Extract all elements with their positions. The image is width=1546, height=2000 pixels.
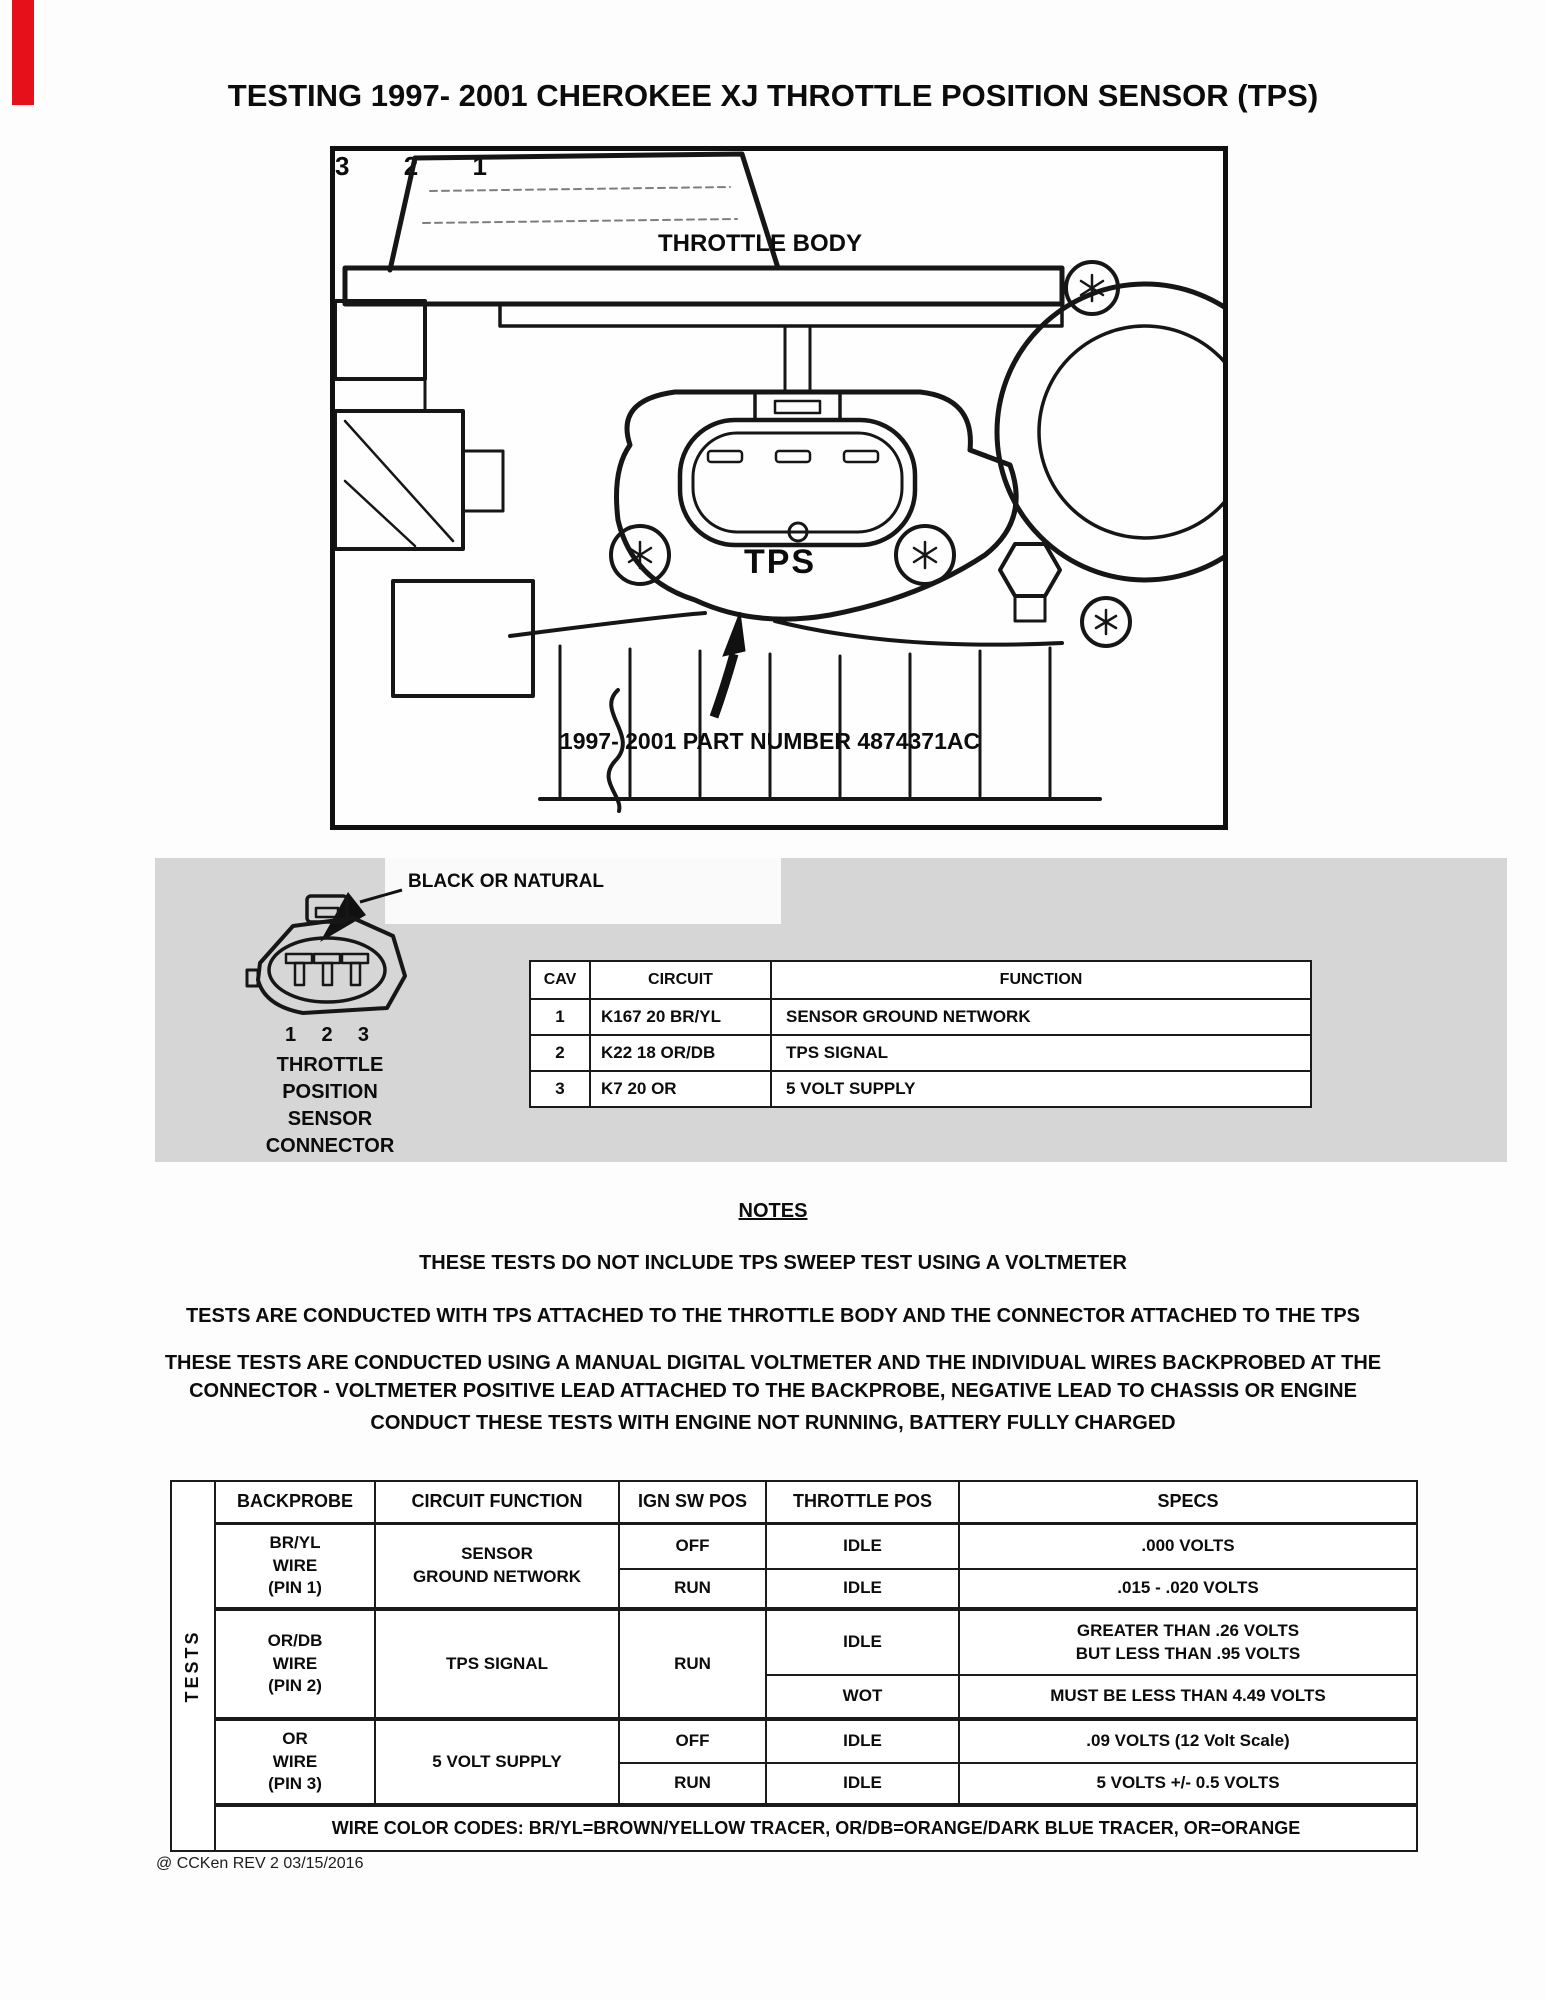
tps-label: TPS: [743, 543, 817, 581]
backprobe-line: OR: [282, 1729, 308, 1749]
connector-caption-line: CONNECTOR: [265, 1135, 395, 1157]
function-value: 5 VOLT SUPPLY: [771, 1071, 1311, 1107]
backprobe-cell: [215, 1609, 375, 1719]
circuit-line: SENSOR: [461, 1544, 533, 1564]
function-value: TPS SIGNAL: [771, 1035, 1311, 1071]
backprobe-line: OR/DB: [267, 1631, 323, 1651]
throttle-cell: IDLE: [766, 1763, 959, 1805]
cav-table-row: [530, 1035, 1311, 1071]
specs-cell: 5 VOLTS +/- 0.5 VOLTS: [959, 1763, 1417, 1805]
tps-pin-3-label: 3: [335, 151, 350, 181]
connector-caption-line: POSITION: [282, 1081, 378, 1103]
tests-side-label: TESTS: [182, 1629, 203, 1703]
ign-cell: RUN: [619, 1569, 766, 1609]
ign-cell: OFF: [619, 1523, 766, 1569]
backprobe-line: WIRE: [272, 1555, 318, 1575]
backprobe-line: WIRE: [272, 1653, 318, 1673]
backprobe-line: BR/YL: [269, 1533, 321, 1553]
cav-header: CAV: [530, 961, 590, 999]
connector-pin-2-label: 2: [321, 1024, 333, 1046]
throttle-cell: IDLE: [766, 1719, 959, 1763]
throttle-body-label: THROTTLE BODY: [658, 230, 862, 257]
circuit-function-cell: [375, 1523, 619, 1609]
tps-pin-2-label: 2: [403, 151, 419, 181]
specs-cell: .000 VOLTS: [959, 1523, 1417, 1569]
throttle-cell: IDLE: [766, 1569, 959, 1609]
tests-table: [170, 1480, 1418, 1852]
throttle-body-figure: [330, 146, 1228, 830]
backprobe-line: (PIN 2): [268, 1676, 322, 1696]
table-row: [171, 1805, 1417, 1851]
circuit-function-cell: 5 VOLT SUPPLY: [375, 1719, 619, 1805]
circuit-value: K22 18 OR/DB: [590, 1035, 771, 1071]
connector-caption-line: THROTTLE: [276, 1054, 384, 1076]
wire-color-codes: WIRE COLOR CODES: BR/YL=BROWN/YELLOW TRACER, OR/DB=ORANGE/DARK BLUE TRACER, OR=ORANGE: [215, 1805, 1417, 1851]
connector-pin-3-label: 3: [357, 1024, 369, 1046]
connector-section: [155, 858, 1507, 1162]
backprobe-line: WIRE: [272, 1751, 318, 1771]
cav-value: 1: [530, 999, 590, 1035]
circuit-line: GROUND NETWORK: [412, 1566, 582, 1586]
throttle-cell: IDLE: [766, 1523, 959, 1569]
backprobe-line: (PIN 1): [268, 1577, 322, 1597]
table-row: [171, 1719, 1417, 1763]
connector-caption: [230, 1052, 430, 1160]
page-title: TESTING 1997- 2001 CHEROKEE XJ THROTTLE POSITION SENSOR (TPS): [227, 78, 1319, 113]
circuit-value: K167 20 BR/YL: [590, 999, 771, 1035]
note-line: TESTS ARE CONDUCTED WITH TPS ATTACHED TO THE THROTTLE BODY AND THE CONNECTOR ATTACHED TO THE TPS: [185, 1305, 1361, 1327]
specs-cell: [959, 1609, 1417, 1675]
notes-heading: NOTES: [738, 1200, 808, 1222]
note-line: THESE TESTS DO NOT INCLUDE TPS SWEEP TEST USING A VOLTMETER: [419, 1252, 1127, 1274]
header-throttle-pos: THROTTLE POS: [766, 1481, 959, 1523]
cav-value: 2: [530, 1035, 590, 1071]
backprobe-line: (PIN 3): [268, 1774, 322, 1794]
specs-cell: .09 VOLTS (12 Volt Scale): [959, 1719, 1417, 1763]
ign-cell: RUN: [619, 1763, 766, 1805]
note-line: THESE TESTS ARE CONDUCTED USING A MANUAL DIGITAL VOLTMETER AND THE INDIVIDUAL WIRES BACKPROBED AT THE: [164, 1352, 1382, 1374]
circuit-header: CIRCUIT: [590, 961, 771, 999]
cav-table-row: [530, 999, 1311, 1035]
specs-cell: .015 - .020 VOLTS: [959, 1569, 1417, 1609]
part-number-label: 1997- 2001 PART NUMBER 4874371AC: [559, 728, 981, 754]
cav-table-row: [530, 1071, 1311, 1107]
connector-caption-line: SENSOR: [287, 1108, 373, 1130]
note-line: CONDUCT THESE TESTS WITH ENGINE NOT RUNNING, BATTERY FULLY CHARGED: [370, 1412, 1176, 1434]
circuit-value: K7 20 OR: [590, 1071, 771, 1107]
specs-line: GREATER THAN .26 VOLTS: [1076, 1621, 1300, 1641]
connector-pin-1-label: 1: [285, 1024, 297, 1046]
function-value: SENSOR GROUND NETWORK: [771, 999, 1311, 1035]
header-circuit-function: CIRCUIT FUNCTION: [375, 1481, 619, 1523]
cav-table: [529, 960, 1312, 1108]
throttle-cell: IDLE: [766, 1609, 959, 1675]
header-ign-sw-pos: IGN SW POS: [619, 1481, 766, 1523]
cav-value: 3: [530, 1071, 590, 1107]
tps-pin-1-label: 1: [472, 151, 487, 181]
table-row: [171, 1523, 1417, 1569]
tests-side-cell: [171, 1481, 215, 1851]
circuit-function-cell: TPS SIGNAL: [375, 1609, 619, 1719]
part-number-arrow-icon: [714, 612, 745, 717]
note-line: CONNECTOR - VOLTMETER POSITIVE LEAD ATTACHED TO THE BACKPROBE, NEGATIVE LEAD TO CHASSIS OR ENGINE: [189, 1380, 1357, 1402]
backprobe-cell: [215, 1719, 375, 1805]
revision-footer: @ CCKen REV 2 03/15/2016: [156, 1855, 364, 1872]
header-backprobe: BACKPROBE: [215, 1481, 375, 1523]
connector-color-label: BLACK OR NATURAL: [408, 871, 604, 892]
ign-cell: RUN: [619, 1609, 766, 1719]
specs-line: BUT LESS THAN .95 VOLTS: [1075, 1643, 1301, 1663]
table-row: [171, 1609, 1417, 1675]
ign-cell: OFF: [619, 1719, 766, 1763]
connector-pin-labels: [285, 1024, 369, 1047]
specs-cell: MUST BE LESS THAN 4.49 VOLTS: [959, 1675, 1417, 1719]
throttle-cell: WOT: [766, 1675, 959, 1719]
backprobe-cell: [215, 1523, 375, 1609]
function-header: FUNCTION: [771, 961, 1311, 999]
header-specs: SPECS: [959, 1481, 1417, 1523]
